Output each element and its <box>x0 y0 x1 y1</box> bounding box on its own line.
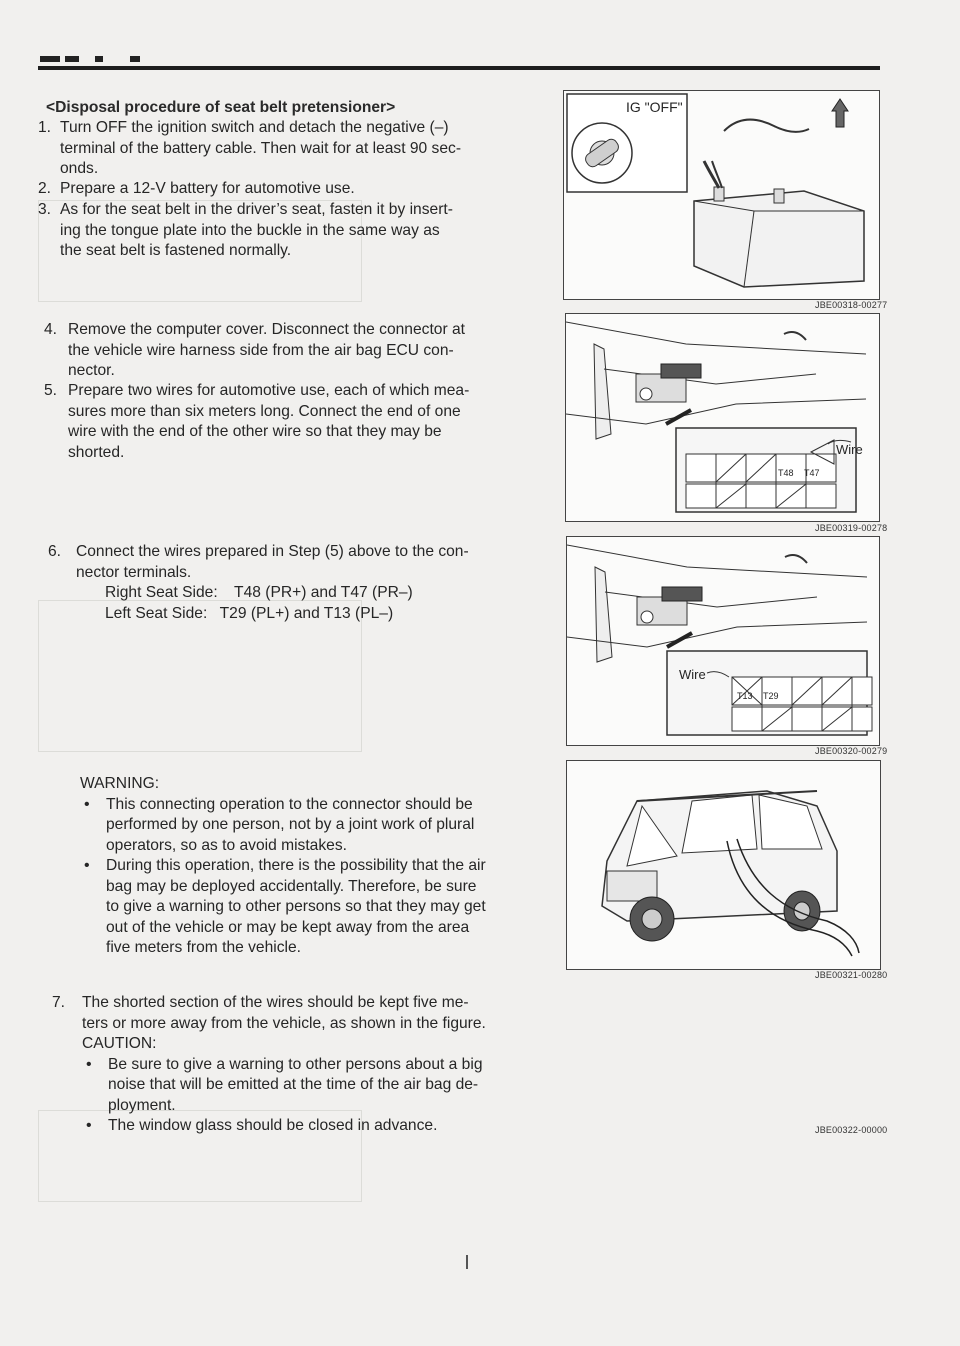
step-line: nector terminals. <box>76 563 192 581</box>
vehicle-wires-figure <box>566 760 881 970</box>
caution-bullet-line: noise that will be emitted at the time of the air bag de- <box>108 1076 479 1093</box>
bullet-mark: • <box>86 1055 92 1073</box>
step-line: Turn OFF the ignition switch and detach the negative (–) <box>60 119 449 136</box>
right-seat-value: T48 (PR+) and T47 (PR–) <box>234 584 413 601</box>
step-line: Prepare a 12-V battery for automotive use. <box>60 180 355 197</box>
step-number: 4. <box>44 321 58 338</box>
caution-bullet-line: ployment. <box>108 1096 176 1114</box>
warning-bullet-line: bag may be deployed accidentally. Therefore, be sure <box>106 877 477 895</box>
warning-bullet-line: performed by one person, not by a joint work of plural <box>106 816 475 833</box>
terminal-label: T47 <box>804 468 820 478</box>
step-line: the vehicle wire harness side from the air bag ECU con- <box>68 341 454 359</box>
step-line: As for the seat belt in the driver’s seat, fasten it by insert- <box>60 201 453 218</box>
step-number: 2. <box>38 180 52 197</box>
caution-bullet-line: The window glass should be closed in advance. <box>108 1117 438 1134</box>
warning-bullet-line: operators, so as to avoid mistakes. <box>106 836 347 854</box>
warning-bullet-line: out of the vehicle or may be kept away from the area <box>106 918 470 936</box>
header-rule <box>38 66 880 70</box>
figure-caption: JBE00320-00279 <box>815 746 888 756</box>
ig-off-label: IG "OFF" <box>626 99 683 115</box>
step-number: 6. <box>48 543 62 560</box>
warning-bullet-line: to give a warning to other persons so that they may get <box>106 898 486 915</box>
wire-label: Wire <box>836 442 863 457</box>
step-number: 3. <box>38 201 52 218</box>
step-line: The shorted section of the wires should be kept five me- <box>82 994 469 1011</box>
warning-bullet-line: This connecting operation to the connector should be <box>106 795 473 813</box>
step-line: ing the tongue plate into the buckle in the same way as <box>60 221 440 239</box>
page-mark <box>466 1255 468 1269</box>
left-seat-connector-figure <box>566 536 880 746</box>
step-line: the seat belt is fastened normally. <box>60 242 292 259</box>
left-seat-label: Left Seat Side: <box>105 604 208 622</box>
warning-bullet-line: During this operation, there is the possibility that the air <box>106 857 486 874</box>
step-line: sures more than six meters long. Connect the end of one <box>68 402 461 420</box>
step-line: shorted. <box>68 443 125 461</box>
right-seat-connector-figure <box>565 313 880 522</box>
right-seat-row <box>76 583 538 604</box>
step-line: wire with the end of the other wire so that they may be <box>68 423 442 440</box>
step-number: 7. <box>52 994 66 1011</box>
terminal-label: T29 <box>763 691 779 701</box>
step-number: 5. <box>44 382 58 399</box>
step-line: Prepare two wires for automotive use, each of which mea- <box>68 382 470 399</box>
step-line: onds. <box>60 160 99 177</box>
connector-illustration <box>567 537 879 745</box>
figure-caption: JBE00319-00278 <box>815 523 888 533</box>
battery-ig-off-figure <box>563 90 880 300</box>
figure-caption: JBE00318-00277 <box>815 300 888 310</box>
step-number: 1. <box>38 119 52 136</box>
step-line: ters or more away from the vehicle, as shown in the figure. <box>82 1014 486 1032</box>
terminal-label: T48 <box>778 468 794 478</box>
figure-caption: JBE00321-00280 <box>815 970 888 980</box>
wire-label: Wire <box>679 667 706 682</box>
step-line: nector. <box>68 362 115 379</box>
vehicle-illustration <box>567 761 880 969</box>
step-line: Remove the computer cover. Disconnect the connector at <box>68 321 465 338</box>
warning-block <box>76 774 546 959</box>
section-code-mark <box>40 52 140 64</box>
step-line: Connect the wires prepared in Step (5) above to the con- <box>76 543 469 560</box>
step-line: terminal of the battery cable. Then wait for at least 90 sec- <box>60 139 462 157</box>
figure-caption: JBE00322-00000 <box>815 1125 888 1135</box>
warning-label: WARNING: <box>80 775 160 792</box>
page-title: <Disposal procedure of seat belt pretensioner> <box>46 99 396 116</box>
terminal-label: T13 <box>737 691 753 701</box>
right-seat-label: Right Seat Side: <box>105 584 218 601</box>
bullet-mark: • <box>84 795 90 813</box>
battery-illustration <box>564 91 879 299</box>
bullet-mark: • <box>84 857 90 874</box>
caution-label: CAUTION: <box>82 1035 157 1052</box>
connector-illustration <box>566 314 879 521</box>
left-seat-row <box>76 604 538 625</box>
warning-bullet-line: five meters from the vehicle. <box>106 939 301 956</box>
left-seat-value: T29 (PL+) and T13 (PL–) <box>219 604 394 622</box>
bullet-mark: • <box>86 1117 92 1134</box>
caution-bullet-line: Be sure to give a warning to other persons about a big <box>108 1055 483 1073</box>
